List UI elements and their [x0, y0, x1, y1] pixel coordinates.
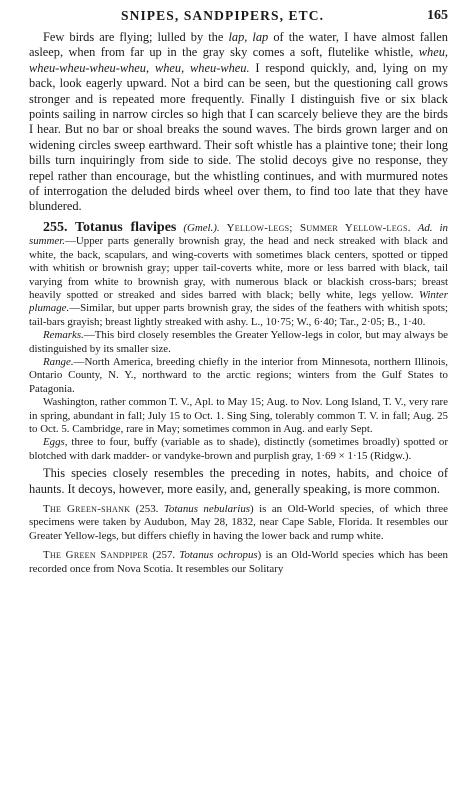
local-records-text: Washington, rather common T. V., Apl. to May 15; Aug. to Nov. Long Island, T. V., very rare in spring, abundant in fall; July 15 to Oct. 1. Sing Sing, tolerably common T. V. in fall; Aug. 25 to Oct. 5. Cambridge, rare in May; sometimes common in Aug. and early Sept.: [29, 396, 448, 435]
greenshank-ref-open: (253.: [130, 503, 164, 515]
remarks-text: —This bird closely resembles the Greater Yellow-legs in color, but may always be distinguished by its smaller size.: [29, 329, 448, 355]
green-sandpiper-name: The Green Sandpiper: [43, 549, 149, 562]
intro-lap: lap, lap: [228, 30, 269, 44]
local-records-paragraph: [29, 396, 448, 436]
eggs-label: Eggs,: [43, 436, 68, 449]
green-sandpiper-ref-open: (257.: [148, 549, 180, 562]
running-title: SNIPES, SANDPIPERS, ETC.: [121, 8, 325, 23]
greenshank-paragraph: [29, 503, 448, 543]
greenshank-scientific-name: Totanus nebularius: [163, 503, 250, 515]
greenshank-ref-close: ): [250, 503, 254, 515]
green-sandpiper-text: is an Old-World species which has been recorded once from Nova Scotia. It resembles our Solitary: [29, 549, 448, 575]
winter-label: Winter plumage.: [29, 288, 448, 315]
species-authority: (Gmel.).: [183, 221, 220, 234]
intro-text-c: I respond quickly, and, lying on my back, look eagerly upward. Not a bird can be seen, but the questioning call grows stronger and is repeated more frequently. Finally I distinguish five or six black points sailing in narrow circles so high that I can scarcely believe they are the birds I hear. But no bar or shoal breaks the sound waves. The birds grown larger and on widening circles sweep earthward. Their soft whistle has a plaintive tone; their long bills turn inquiringly from side to side. The stolid decoys give no response, they repel rather than encourage, but the whistling continues, and with murmured notes of interrogation the deluded birds wheel over them, to find too late that they have blundered.: [29, 60, 448, 214]
page-header: [29, 8, 448, 30]
range-text: —North America, breeding chiefly in the interior from Minnesota, northern Illinois, Ontario County, N. Y., northward to the arctic regions; winters from the Gulf States to Patagonia.: [29, 355, 448, 395]
summer-label: Ad. in summer.: [29, 221, 448, 248]
intro-text-b: of the water, I have almost fallen asleep, when from far up in the gray sky comes a soft, flutelike whistle,: [29, 30, 448, 60]
species-number-name: 255. Totanus flavipes: [43, 219, 177, 235]
range-paragraph: [29, 356, 448, 396]
range-label: Range.: [43, 355, 74, 368]
species-heading-paragraph: [29, 221, 448, 329]
intro-call: wheu, wheu-wheu-wheu-wheu, wheu, wheu-wheu.: [29, 45, 448, 75]
winter-description: —Similar, but upper parts brownish gray, the sides of the feathers with whitish spots; tail-bars grayish; breast lightly streaked with ashy. L., 10·75; W., 6·40; Tar., 2·05; B., 1·40.: [29, 302, 448, 328]
green-sandpiper-ref-close: ): [257, 549, 262, 562]
remarks-label: Remarks.: [43, 329, 84, 342]
notes-text: This species closely resembles the preceding in notes, habits, and choice of haunts. It decoys, however, more easily, and, generally speaking, is more common.: [29, 466, 448, 496]
green-sandpiper-paragraph: [29, 549, 448, 576]
species-common-names: Yellow-legs; Summer Yellow-legs.: [226, 221, 411, 234]
intro-paragraph: [29, 30, 448, 215]
green-sandpiper-scientific-name: Totanus ochropus: [179, 549, 258, 562]
greenshank-text: is an Old-World species, of which three specimens were taken by Audubon, May 28, 1832, near Cape Sable, Florida. It resembles our Greater Yellow-legs, but differs chiefly in having the lower back and rump white.: [29, 503, 448, 542]
greenshank-name: The Green-shank: [43, 503, 131, 515]
eggs-paragraph: [29, 436, 448, 463]
page-number: 165: [427, 8, 448, 23]
eggs-text: three to four, buffy (variable as to shade), distinctly (sometimes broadly) spotted or blotched with dark madder- or vandyke-brown and purplish gray, 1·69 × 1·15 (Ridgw.).: [29, 436, 448, 462]
summer-description: —Upper parts generally brownish gray, the head and neck streaked with black and white, the back, scapulars, and wing-coverts with sometimes black centers, spotted or tipped with whitish or brownish gray; upper tail-coverts white, more or less barred with black, tail varying from white to brownish gray, with numerous black or blackish cross-bars; breast heavily spotted or streaked and sides barred with black; belly white, legs yellow.: [29, 235, 448, 301]
intro-text-a: Few birds are flying; lulled by the: [43, 30, 229, 44]
remarks-paragraph: [29, 329, 448, 356]
notes-paragraph: [29, 466, 448, 497]
